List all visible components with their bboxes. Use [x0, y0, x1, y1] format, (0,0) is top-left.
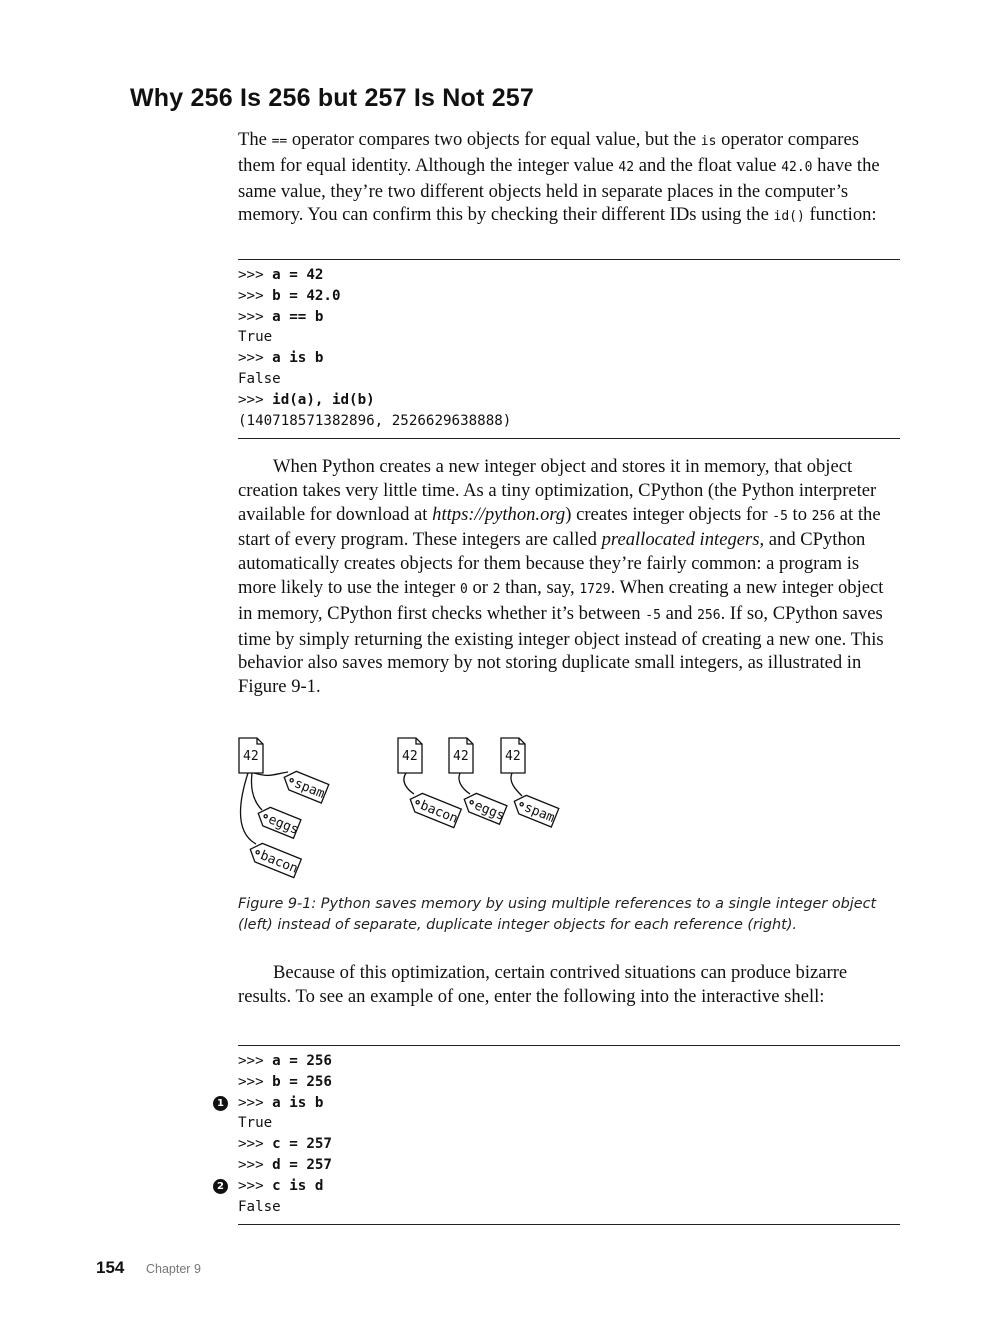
figure-9-1 — [230, 730, 570, 880]
inline-code: -5 — [645, 607, 661, 623]
code-input: a is b — [272, 1094, 324, 1111]
figure-caption: Figure 9-1: Python saves memory by using multiple references to a single integer object (left) instead of separate, duplicate integer objects for each reference (right). — [238, 896, 877, 933]
code-output: False — [238, 1198, 281, 1215]
paragraph-preallocated — [238, 455, 900, 699]
text: have the same value, they’re two different objects held in separate places in the computer’s memory. You can confirm this by checking their different IDs using the — [238, 154, 880, 226]
code-prompt: >>> — [238, 1156, 273, 1173]
code-rule-bottom — [238, 438, 900, 439]
inline-code: id() — [773, 209, 805, 225]
text: ) creates integer objects for — [565, 503, 773, 525]
code-input: c is d — [272, 1177, 324, 1194]
text: , and CPython automatically creates objects for them because they’re fairly common: a program is more likely to use the integer — [238, 529, 866, 598]
code-input: d = 257 — [272, 1156, 332, 1173]
code-line — [238, 307, 900, 328]
code-line — [238, 369, 900, 390]
code-line — [217, 1093, 900, 1114]
inline-code: 2 — [492, 581, 501, 597]
text: and the float value — [634, 154, 782, 176]
code-prompt: >>> — [238, 350, 273, 367]
code-input: c = 257 — [272, 1136, 332, 1153]
code-prompt: >>> — [238, 391, 273, 408]
reference-string — [240, 773, 256, 844]
text: function: — [804, 204, 877, 226]
code-input: a == b — [272, 308, 324, 325]
section-heading: Why 256 Is 256 but 257 Is Not 257 — [130, 84, 534, 112]
code-input: a is b — [272, 350, 324, 367]
text: to — [787, 503, 812, 525]
text: . If so, CPython saves time by simply returning the existing integer object instead of creating a new one. This behavior also saves memory by not storing duplicate small integers, as illustrated in Figure 9-1. — [238, 602, 884, 698]
tag-label: spam — [292, 776, 327, 802]
inline-code: -5 — [772, 508, 788, 524]
code-line — [238, 286, 900, 307]
text: than, say, — [500, 576, 580, 598]
code-input: a = 256 — [272, 1053, 332, 1069]
inline-code: 256 — [811, 508, 836, 524]
code-line — [238, 1051, 900, 1072]
code-prompt: >>> — [238, 1073, 273, 1090]
integer-value-label: 42 — [402, 749, 418, 764]
text: The — [238, 129, 272, 150]
inline-code: 42.0 — [781, 159, 813, 175]
text: operator compares them for equal identity. Although the integer value — [238, 129, 859, 176]
callout-marker: 1 — [213, 1096, 228, 1111]
code-output: True — [238, 329, 273, 346]
callout-marker: 2 — [213, 1179, 228, 1194]
code-listing-1 — [238, 265, 900, 431]
code-prompt: >>> — [238, 308, 273, 325]
text: or — [467, 576, 493, 598]
tag-label: bacon — [258, 848, 300, 877]
code-input: id(a), id(b) — [272, 391, 375, 408]
code-line — [217, 1176, 900, 1197]
paragraph-identity — [238, 128, 900, 229]
tag-label: spam — [522, 800, 557, 826]
inline-code: 0 — [460, 581, 468, 597]
inline-code: 1729 — [579, 581, 611, 597]
code-rule-bottom — [238, 1224, 900, 1225]
integer-value-label: 42 — [505, 749, 521, 764]
code-input: b = 256 — [272, 1073, 332, 1090]
code-line — [238, 1155, 900, 1176]
text: operator compares two objects for equal value, but the — [287, 129, 701, 150]
inline-code: 256 — [697, 607, 721, 623]
code-output: (140718571382896, 2526629638888) — [238, 412, 512, 429]
integer-value-label: 42 — [453, 749, 469, 764]
inline-code: == — [271, 134, 288, 149]
page-number: 154 — [96, 1258, 125, 1277]
code-line — [238, 411, 900, 432]
paragraph-bizarre: Because of this optimization, certain contrived situations can produce bizarre results. To see an example of one, enter the following into the interactive shell: — [238, 962, 848, 1007]
code-prompt: >>> — [238, 1094, 273, 1111]
code-line — [238, 327, 900, 348]
code-line — [238, 348, 900, 369]
tag-label: bacon — [418, 798, 460, 827]
text: . When creating a new integer object in memory, CPython first checks whether it’s between — [238, 576, 884, 624]
code-line — [238, 390, 900, 411]
code-line — [238, 1134, 900, 1155]
code-rule-top — [238, 259, 900, 260]
text: When Python creates a new integer object and stores it in memory, that object creation takes very little time. As a tiny optimization, CPython (the Python interpreter available for download at — [238, 456, 877, 525]
reference-string — [404, 773, 414, 794]
code-rule-top — [238, 1045, 900, 1046]
reference-string — [511, 773, 522, 796]
code-line — [238, 1072, 900, 1093]
code-prompt: >>> — [238, 1177, 273, 1194]
code-input: b = 42.0 — [272, 287, 341, 304]
code-prompt: >>> — [238, 267, 273, 283]
code-prompt: >>> — [238, 1136, 273, 1153]
code-output: False — [238, 370, 281, 387]
url-text: https://python.org — [432, 503, 566, 525]
reference-string — [251, 773, 262, 810]
reference-string — [459, 773, 470, 794]
code-prompt: >>> — [238, 287, 273, 304]
code-prompt: >>> — [238, 1053, 273, 1069]
integer-value-label: 42 — [243, 749, 259, 764]
text: and — [660, 602, 698, 624]
inline-code: is — [700, 134, 717, 149]
code-output: True — [238, 1115, 273, 1132]
code-line — [238, 1113, 900, 1134]
chapter-label: Chapter 9 — [146, 1262, 201, 1276]
code-line — [238, 265, 900, 286]
term-text: preallocated integers — [601, 529, 760, 551]
tag-label: eggs — [472, 798, 507, 824]
tag-label: eggs — [266, 812, 301, 838]
text: at the start of every program. These integers are called — [238, 503, 881, 551]
inline-code: 42 — [618, 159, 635, 175]
code-line — [238, 1197, 900, 1218]
code-listing-2 — [217, 1051, 900, 1217]
code-input: a = 42 — [272, 267, 324, 283]
